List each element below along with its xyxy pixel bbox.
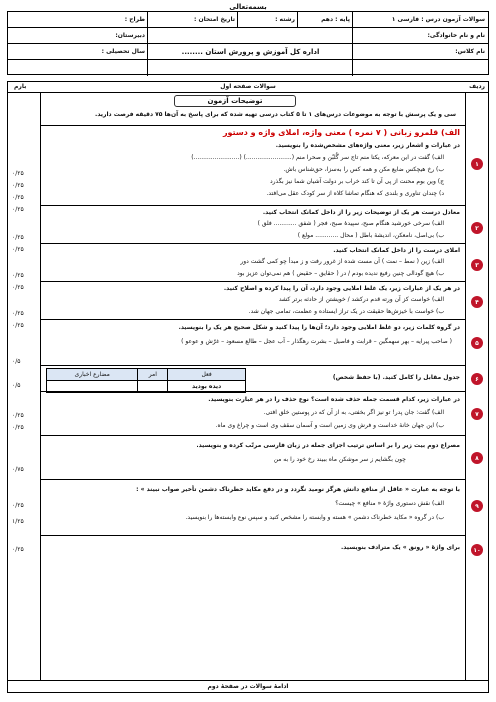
q1-score-d: ۰/۲۵ [12, 206, 24, 213]
first-page-title: سوالات صفحه اول [220, 83, 276, 90]
q1-line-b: ب) رخ هیچکس ضایع مکن و همه کس را به‌سزا، حق‌شناس باش. [283, 166, 444, 173]
q9-number: ۹ [471, 500, 483, 512]
section-a-title: الف) قلمرو زبانی ( ۷ نمره ) معنی واژه، املای واژه و دستور [222, 128, 460, 137]
q6-table-header-imperative: امر [138, 369, 168, 381]
q3-stem: املای درست را از داخل کمانک انتخاب کنید. [333, 247, 460, 254]
class-name: نام کلاس: [455, 48, 485, 55]
question-1-section [40, 126, 466, 206]
q2-stem: معادل درست هر یک از توضیحات زیر را از داخل کمانک انتخاب کنید. [262, 209, 460, 216]
q9-score-b: ۱/۲۵ [12, 518, 24, 525]
q6-table-header-present: مضارع اخباری [47, 369, 138, 381]
q8-stem: مصراع دوم بیت زیر را بر اساس ترتیب اجزای جمله در زبان فارسی مرتّب کرده و بنویسید. [196, 442, 460, 449]
q1-number: ۱ [471, 158, 483, 170]
q1-line-a: الف) گفت در این معرکه، یکتا منم تاج سر گُلبُن و صحرا منم (........................) (........................) [191, 154, 444, 161]
q4-line-b: ب) خواست با خیزش‌ها حقیقت در یک تراز ایستاده و عظمت، تمامی جهان شد. [248, 308, 444, 315]
instructions-text: سی و یک پرسش با توجه به موضوعات درس‌های ۱ تا ۵ کتاب درسی تهیه شده که برای پاسخ به آن‌ها ۷۵ دقیقه فرصت دارید. [95, 111, 456, 118]
questions-grid [7, 81, 489, 681]
q7-score-b: ۰/۲۵ [12, 424, 24, 431]
school-year: سال تحصیلی : [101, 48, 145, 55]
question-10-section [40, 536, 466, 680]
office-title: اداره کل آموزش و پرورش استان ........ [181, 47, 320, 56]
question-5-section [40, 320, 466, 366]
header-row-4 [8, 60, 488, 76]
q6-table-blank-2 [47, 381, 138, 393]
question-4-section [40, 282, 466, 320]
row-number-column [465, 92, 488, 680]
q5-score: ۰/۵ [12, 358, 21, 365]
exam-header [7, 11, 489, 75]
q1-score-c: ۰/۲۵ [12, 194, 24, 201]
q6-table-blank-1 [138, 381, 168, 393]
q5-number: ۵ [471, 337, 483, 349]
instructions-title: توضیحات آزمون [174, 95, 296, 107]
question-6-section [40, 366, 466, 392]
q7-score-a: ۰/۲۵ [12, 412, 24, 419]
school: دبیرستان: [115, 32, 145, 39]
q7-number: ۷ [471, 408, 483, 420]
q9-score-a: ۰/۲۵ [12, 502, 24, 509]
exam-date: تاریخ امتحان : [193, 16, 235, 23]
question-7-section [40, 392, 466, 436]
q4-number: ۴ [471, 296, 483, 308]
q9-stem: با توجه به عبارت « عاقل از منافع دانش هرگز نومید نگردد و در دفع مکاید خطرناک دشمن تأخیر صواب نبیند » : [136, 486, 460, 493]
q2-line-b: ب) بی‌اصل، نامعکن، اندیشهٔ باطل ( محال ............ مولع ) [297, 232, 444, 239]
q6-number: ۶ [471, 373, 483, 385]
q1-stem: در عبارات و اشعار زیر، معنی واژه‌های مشخص‌شده را بنویسید. [275, 142, 460, 149]
q8-line: چون بگشایم ز سر موشکن ماه ببیند رخ خود را به من [273, 456, 406, 463]
bismillah: بسمه‌تعالی [229, 3, 267, 11]
q4-score-b: ۰/۲۵ [12, 322, 24, 329]
q2-line-a: الف) سرخی خورشید هنگام صبح، سپیدهٔ صبح، فجر ( شفق ............ فلق ) [257, 220, 444, 227]
q6-table-value: دیده بودید [168, 381, 246, 393]
designer: طراح : [124, 16, 145, 23]
q7-stem: در عبارات زیر، کدام قسمت جمله حذف شده است؟ نوع حذف را در هر عبارت بنویسید. [208, 396, 460, 403]
q3-line-b: ب) هیچ گودالی چنین رفیع ندیده بودم / در ( حقایق – حقیض ) هم نمی‌توان عزیز بود [237, 270, 444, 277]
q3-number: ۳ [471, 259, 483, 271]
row-column-header: ردیف [469, 83, 485, 90]
q8-number: ۸ [471, 452, 483, 464]
q2-number: ۲ [471, 222, 483, 234]
student-name: نام و نام خانوادگی: [427, 32, 485, 39]
q1-score-a: ۰/۲۵ [12, 170, 24, 177]
q6-table-header-verb: فعل [168, 369, 246, 381]
q1-line-d: د) چندان تناوری و بلندی که هنگام تماشا کلاه از سر کودک عقل می‌افتد. [266, 190, 444, 197]
q10-number: ۱۰ [471, 544, 483, 556]
q6-table [46, 368, 246, 393]
header-row-2 [8, 28, 488, 44]
q10-stem: برای واژهٔ « رونق » یک مترادف بنویسید. [341, 544, 460, 551]
header-row-1 [8, 12, 488, 28]
q3-line-a: الف) زین ( نمط – نمت ) آن مست شده از غرور رفت و ز مبدأ چو کمی گشت دور [240, 258, 444, 265]
q2-score-b: ۰/۲۵ [12, 246, 24, 253]
footer-continued: ادامهٔ سوالات در صفحهٔ دوم [7, 681, 489, 693]
q2-score-a: ۰/۲۵ [12, 234, 24, 241]
question-8-section [40, 436, 466, 480]
grade: پایه : دهم [321, 16, 350, 23]
q1-line-c: ج) وین بوم محنت از پی آن تا کند خراب بر دولت آشیان شما نیز بگذرد [269, 178, 444, 185]
q9-line-b: ب) در گروه « مکاید خطرناک دشمن » هسته و وابسته را مشخص کنید و سپس نوع وابسته‌ها را بنویسید. [185, 514, 444, 521]
question-2-section [40, 206, 466, 244]
q7-line-a: الف) گفت: جان پدر! تو نیز اگر بخفتی، به از آن که در پوستین خلق افتی. [263, 409, 444, 416]
q4-line-a: الف) خواست کز آن ورته قدم درکشد / خویشتن از حادثه برتر کشد [278, 296, 444, 303]
q8-score: ۰/۷۵ [12, 466, 24, 473]
q3-score-b: ۰/۲۵ [12, 284, 24, 291]
q7-line-b: ب) این جهان خانهٔ خداست و فرش وی زمین است و آسمان سقف وی است و چراغ وی ماه. [215, 422, 444, 429]
q4-stem: در هر یک از عبارات زیر، یک غلط املایی وجود دارد، آن را پیدا کرده و اصلاح کنید. [223, 285, 460, 292]
question-9-section [40, 480, 466, 536]
field: رشته : [275, 16, 295, 23]
q6-stem: جدول مقابل را کامل کنید. (با حفظ شخص) [332, 374, 460, 381]
score-column-header: بارم [14, 83, 27, 90]
exam-subject: سوالات آزمون درس : فارسی ۱ [391, 16, 485, 23]
q6-score: ۰/۵ [12, 382, 21, 389]
q9-line-a: الف) نقش دستوری واژهٔ « منافع » چیست؟ [335, 500, 444, 507]
header-row-3 [8, 44, 488, 60]
q5-line: ( صاحب پیرایه – بهر سهمگین – قرابت و فاصیل – بشرت رهگذار – آب عجل – طالع مسعود – غرّش و عوعو ) [181, 338, 452, 345]
q1-score-b: ۰/۲۵ [12, 182, 24, 189]
instructions-section [40, 92, 466, 126]
q3-score-a: ۰/۲۵ [12, 272, 24, 279]
question-3-section [40, 244, 466, 282]
q10-score: ۰/۲۵ [12, 546, 24, 553]
q5-stem: در گروه کلمات زیر، دو غلط املایی وجود دارد؛ آن‌ها را پیدا کنید و شکل صحیح هر یک را بنویسید. [178, 324, 460, 331]
q4-score-a: ۰/۲۵ [12, 310, 24, 317]
